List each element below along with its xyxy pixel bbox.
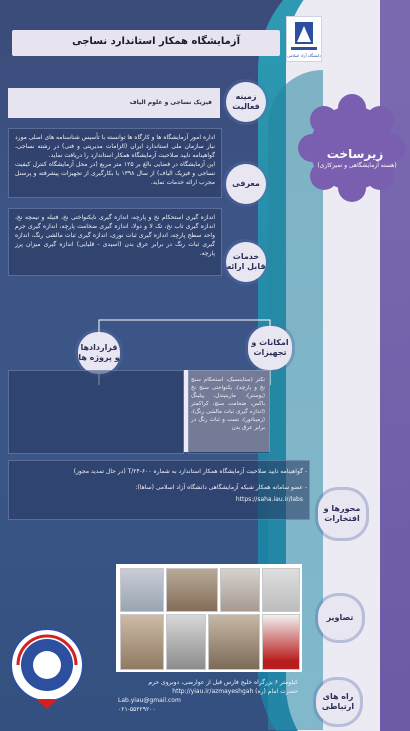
services-label: خدمات قابل ارائه xyxy=(226,242,266,282)
gallery-panel xyxy=(116,564,302,672)
equipment-text-panel xyxy=(188,370,270,454)
contact-label: راه های ارتباطی xyxy=(316,680,360,724)
infrastructure-title: زیرساخت xyxy=(326,147,384,161)
equipment-label: امکانات و تجهیزات xyxy=(248,326,292,370)
lab-photo-7 xyxy=(208,614,260,670)
contact-address: کیلومتر ۶ بزرگراه خلیج فارس قبل از عوارضی، دوبروی حرم xyxy=(148,679,298,686)
gallery-label: تصاویر xyxy=(318,596,362,640)
honors-line2: - عضو سامانه همکار شبکه آزمایشگاهی دانشگاه آزاد اسلامی (ساها): xyxy=(135,484,307,491)
lab-photo-5 xyxy=(120,614,164,670)
lab-photo-6 xyxy=(166,614,206,670)
contact-website[interactable]: حضرت امام (ره) http://yiau.ir/azmayeshgah xyxy=(172,688,298,695)
infrastructure-subtitle: (هسته آزمایشگاهی و تمیزکاری) xyxy=(317,162,397,169)
logo-caption: دانشگاه آزاد اسلامی xyxy=(287,53,321,58)
honors-line1: - گواهینامه تایید صلاحیت آزمایشگاه همکار استاندارد به شماره ۶۰۰-T/۲۴ (در حال تمدید مجوز) xyxy=(73,468,307,475)
lab-photo-3 xyxy=(220,568,260,612)
intro-text: اداره امور آزمایشگاه ها و کارگاه ها توانسته با تأسیس شناسنامه های اصلی مورد نیاز سازمان ملی استاندارد ایران (الزامات مدیریتی و فنی) در رشته نساجی، گواهینامه تایید صلاحیت آزمایشگاه همکار استاندارد را دریافت نماید. این آزمایشگاه در فضایی بالغ بر ۱۲۵ متر مربع (در محل آزمایشگاه کنترل کیفیت نساجی و فیزیک الیاف) از سال ۱۳۹۸ با بکارگیری از تجهیزات پیشرفته و پرسنل مجرب ارائه خدمات نماید. xyxy=(15,134,216,186)
contact-phone: ۰۲۱-۵۵۲۲۹۲۰۰ xyxy=(118,706,156,713)
intro-label: معرفی xyxy=(226,164,266,204)
contact-email[interactable]: Lab.yiau@gmail.com xyxy=(118,697,181,704)
honors-link[interactable]: https://saha.iau.ir/labs xyxy=(235,496,303,503)
services-text: اندازه گیری استحکام نخ و پارچه، اندازه گیری نایکنواختی نخ، فتیله و نیمچه نخ، اندازه گیری تاب نخ، تک لا و دولا، اندازه گیری ضخامت پارچه، اندازه گیری جرم واحد سطح پارچه، اندازه گیری ثبات نوری، اندازه گیری ثبات مالشی رنگ، اندازه گیری ثبات رنگ در برابر عرق بدن (اسیدی - قلیایی) اندازه گیری میزان پرز پارچه. xyxy=(15,214,215,257)
contracts-label: قراردادها و پروژه ها xyxy=(78,332,120,374)
field-label: زمینه فعالیت xyxy=(226,82,266,122)
field-value: فیزیک نساجی و علوم الیاف xyxy=(129,99,212,106)
page-title: آزمایشگاه همکار استاندارد نساجی xyxy=(72,36,240,47)
lab-photo-4 xyxy=(262,568,300,612)
honors-panel xyxy=(8,460,310,520)
equipment-text: تکتر (ستاینسیک، استحکام سنج نخ و پارچه)، یکنواختی سنج نخ (یوستر)، ماریتیندل، پیلینگ باکس، ضخامت سنج، کراکمتر (اندازه گیری ثبات مالشی رنگ)، (زمیناتور)، تست و ثبات رنگ در برابر عرق بدن xyxy=(191,377,265,431)
anniversary-seal xyxy=(6,625,88,711)
contracts-panel xyxy=(8,370,184,454)
honors-label: محورها و افتخارات xyxy=(318,490,366,538)
lab-photo-8 xyxy=(262,614,300,670)
lab-photo-1 xyxy=(120,568,164,612)
contact-info xyxy=(118,678,298,718)
lab-photo-2 xyxy=(166,568,218,612)
